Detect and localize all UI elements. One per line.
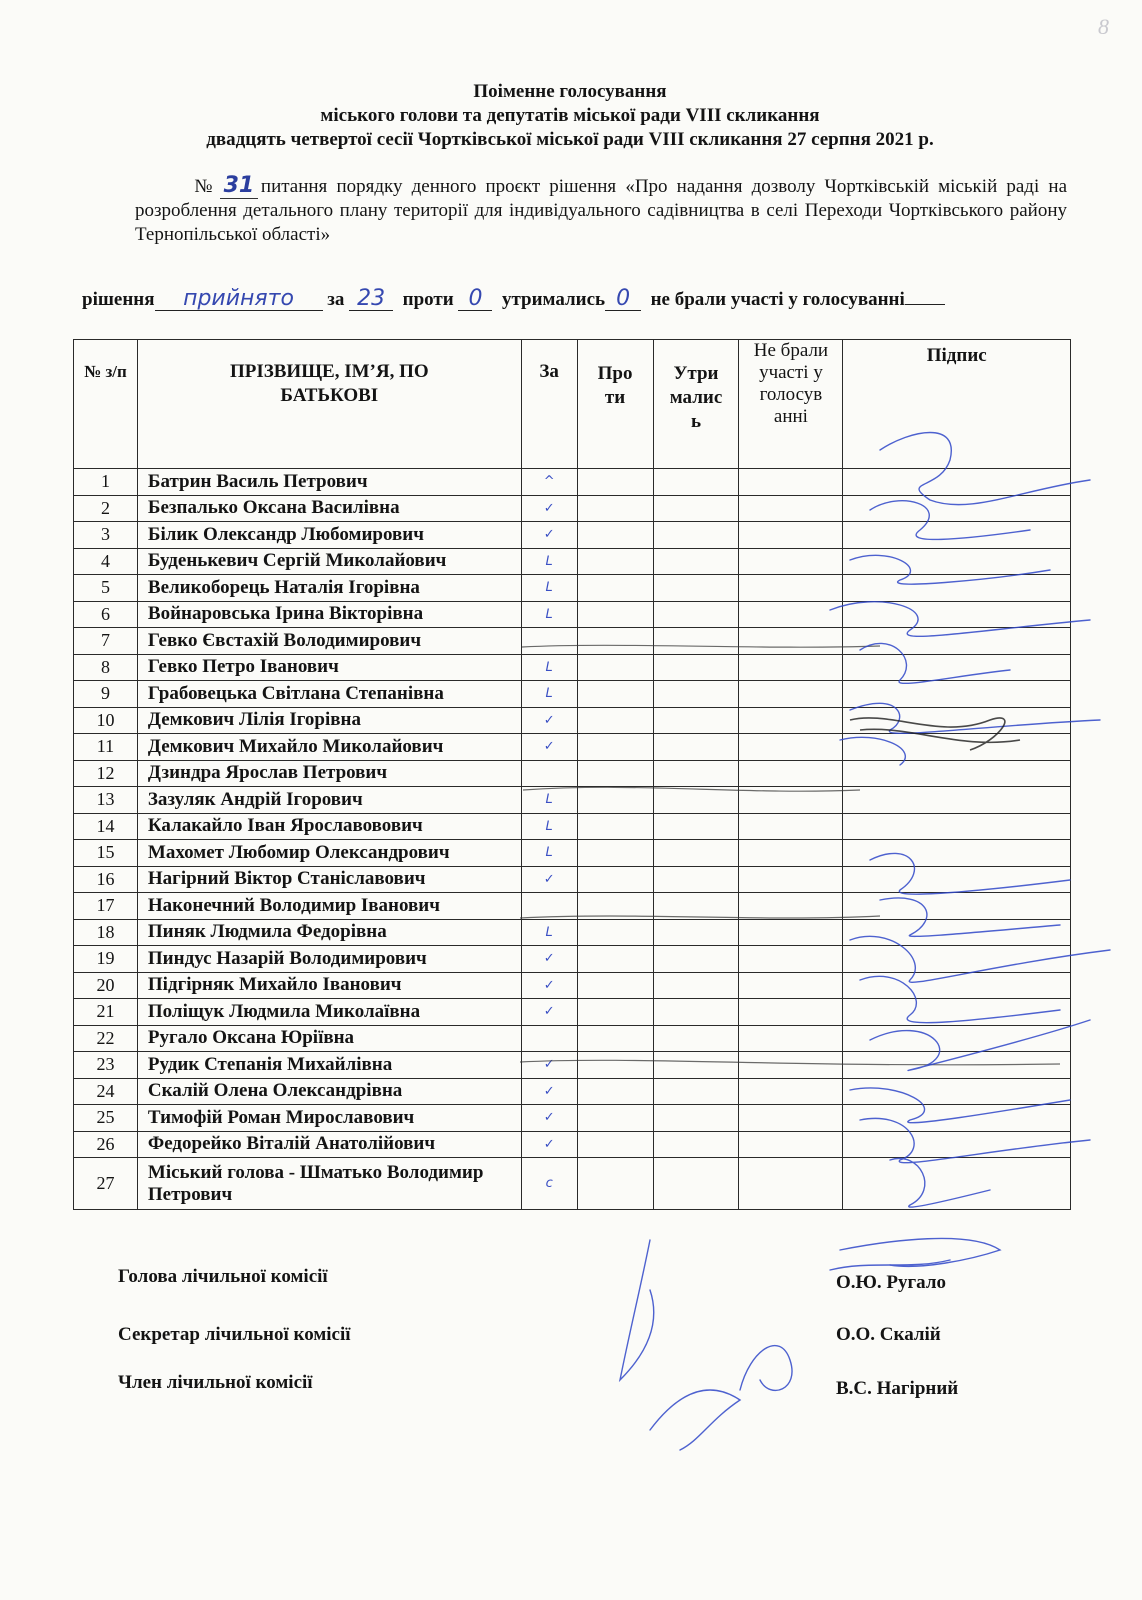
row-not-voted <box>739 469 843 496</box>
row-name: Батрин Василь Петрович <box>137 469 521 496</box>
row-signature <box>843 707 1071 734</box>
table-row <box>74 495 1071 522</box>
table-row <box>74 1078 1071 1105</box>
row-vote-abstained <box>653 628 739 655</box>
row-vote-against <box>577 681 653 708</box>
row-not-voted <box>739 495 843 522</box>
table-row <box>74 1105 1071 1132</box>
row-vote-abstained <box>653 522 739 549</box>
row-vote-for: ✓ <box>521 1052 577 1079</box>
row-vote-against <box>577 1052 653 1079</box>
row-index: 4 <box>74 548 138 575</box>
row-not-voted <box>739 1105 843 1132</box>
row-vote-for: ✓ <box>521 495 577 522</box>
row-vote-for: c <box>521 1158 577 1210</box>
table-row <box>74 1025 1071 1052</box>
row-signature <box>843 734 1071 761</box>
row-not-voted <box>739 734 843 761</box>
row-index: 26 <box>74 1131 138 1158</box>
table-row <box>74 999 1071 1026</box>
row-vote-for: ✓ <box>521 1131 577 1158</box>
table-row <box>74 813 1071 840</box>
roll-call-table <box>73 339 1071 1210</box>
row-signature <box>843 1105 1071 1132</box>
row-vote-for: ᒪ <box>521 813 577 840</box>
row-signature <box>843 548 1071 575</box>
chair-name: О.Ю. Ругало <box>836 1272 946 1293</box>
row-not-voted <box>739 999 843 1026</box>
row-vote-abstained <box>653 972 739 999</box>
row-vote-abstained <box>653 1105 739 1132</box>
row-name: Рудик Степанія Михайлівна <box>137 1052 521 1079</box>
header-against: Про ти <box>577 340 653 469</box>
table-row <box>74 575 1071 602</box>
header-abstained: Утри малис ь <box>653 340 739 469</box>
row-not-voted <box>739 893 843 920</box>
row-name: Пиняк Людмила Федорівна <box>137 919 521 946</box>
row-signature <box>843 787 1071 814</box>
row-name: Безпалько Оксана Василівна <box>137 495 521 522</box>
row-vote-abstained <box>653 654 739 681</box>
row-vote-against <box>577 787 653 814</box>
row-vote-abstained <box>653 575 739 602</box>
for-label: за <box>327 289 345 310</box>
decision-value: прийнято <box>155 288 323 311</box>
row-vote-for: ᒪ <box>521 601 577 628</box>
row-vote-for: ✓ <box>521 707 577 734</box>
table-row <box>74 1052 1071 1079</box>
row-vote-for: ✓ <box>521 866 577 893</box>
row-signature <box>843 866 1071 893</box>
row-vote-abstained <box>653 999 739 1026</box>
row-vote-against <box>577 522 653 549</box>
row-vote-against <box>577 734 653 761</box>
table-row <box>74 681 1071 708</box>
row-index: 5 <box>74 575 138 602</box>
chair-label: Голова лічильної комісії <box>118 1266 328 1287</box>
row-vote-against <box>577 972 653 999</box>
row-name: Гевко Євстахій Володимирович <box>137 628 521 655</box>
row-vote-against <box>577 1158 653 1210</box>
row-not-voted <box>739 1025 843 1052</box>
header-index: № з/п <box>74 340 138 469</box>
title-line-3: двадцять четвертої сесії Чортківської міської ради VIII скликання 27 серпня 2021 р. <box>206 129 934 150</box>
row-not-voted <box>739 760 843 787</box>
row-vote-against <box>577 495 653 522</box>
row-not-voted <box>739 787 843 814</box>
row-name: Пиндус Назарій Володимирович <box>137 946 521 973</box>
row-name: Ругало Оксана Юріївна <box>137 1025 521 1052</box>
table-row <box>74 760 1071 787</box>
row-index: 27 <box>74 1158 138 1210</box>
row-vote-abstained <box>653 1078 739 1105</box>
row-name: Підгірняк Михайло Іванович <box>137 972 521 999</box>
page-number: 8 <box>1098 14 1109 39</box>
row-vote-abstained <box>653 787 739 814</box>
row-vote-for <box>521 1025 577 1052</box>
row-name: Калакайло Іван Ярославовович <box>137 813 521 840</box>
row-name: Скалій Олена Олександрівна <box>137 1078 521 1105</box>
row-index: 16 <box>74 866 138 893</box>
row-vote-abstained <box>653 469 739 496</box>
row-index: 13 <box>74 787 138 814</box>
header-signature: Підпис <box>843 340 1071 469</box>
agenda-item <box>135 174 1067 247</box>
header-for: За <box>521 340 577 469</box>
member-name: В.С. Нагірний <box>836 1378 959 1399</box>
row-index: 3 <box>74 522 138 549</box>
row-vote-abstained <box>653 548 739 575</box>
row-vote-for: ✓ <box>521 1105 577 1132</box>
row-index: 22 <box>74 1025 138 1052</box>
row-vote-abstained <box>653 734 739 761</box>
table-row <box>74 522 1071 549</box>
row-vote-against <box>577 893 653 920</box>
vote-result <box>82 288 1072 311</box>
row-vote-against <box>577 866 653 893</box>
row-name: Дзиндра Ярослав Петрович <box>137 760 521 787</box>
row-vote-against <box>577 840 653 867</box>
title-line-1: Поіменне голосування <box>473 81 667 102</box>
row-vote-for: ✓ <box>521 946 577 973</box>
row-vote-against <box>577 548 653 575</box>
row-name: Нагірний Віктор Станіславович <box>137 866 521 893</box>
not-voted-value <box>905 304 945 305</box>
row-vote-for: ✓ <box>521 972 577 999</box>
row-index: 7 <box>74 628 138 655</box>
row-index: 12 <box>74 760 138 787</box>
row-not-voted <box>739 707 843 734</box>
not-voted-label: не брали участі у голосуванні <box>650 289 905 310</box>
decision-label: рішення <box>82 289 155 310</box>
row-index: 14 <box>74 813 138 840</box>
row-index: 19 <box>74 946 138 973</box>
agenda-text: питання порядку денного проєкт рішення «Про надання дозволу Чортківській міській раді на розроблення детального плану території для індивідуального садівництва в селі Переходи Чортківського району Тернопільської області» <box>135 176 1067 245</box>
row-vote-against <box>577 628 653 655</box>
row-signature <box>843 654 1071 681</box>
row-name: Тимофій Роман Мирославович <box>137 1105 521 1132</box>
table-row <box>74 972 1071 999</box>
row-not-voted <box>739 654 843 681</box>
row-index: 23 <box>74 1052 138 1079</box>
row-name: Демкович Лілія Ігорівна <box>137 707 521 734</box>
row-not-voted <box>739 681 843 708</box>
row-vote-against <box>577 999 653 1026</box>
row-signature <box>843 1131 1071 1158</box>
row-index: 21 <box>74 999 138 1026</box>
row-signature <box>843 999 1071 1026</box>
table-row <box>74 654 1071 681</box>
row-not-voted <box>739 946 843 973</box>
table-row <box>74 919 1071 946</box>
row-vote-against <box>577 946 653 973</box>
row-vote-for: ✓ <box>521 734 577 761</box>
table-row <box>74 840 1071 867</box>
row-vote-against <box>577 575 653 602</box>
row-index: 6 <box>74 601 138 628</box>
row-not-voted <box>739 601 843 628</box>
table-row <box>74 601 1071 628</box>
table-row <box>74 787 1071 814</box>
row-name: Білик Олександр Любомирович <box>137 522 521 549</box>
row-vote-for: ^ <box>521 469 577 496</box>
row-vote-against <box>577 707 653 734</box>
row-name: Гевко Петро Іванович <box>137 654 521 681</box>
table-row <box>74 1158 1071 1210</box>
row-not-voted <box>739 575 843 602</box>
row-name: Міський голова - Шматько Володимир Петрович <box>137 1158 521 1210</box>
row-vote-against <box>577 469 653 496</box>
row-signature <box>843 840 1071 867</box>
row-vote-for <box>521 628 577 655</box>
row-vote-against <box>577 919 653 946</box>
row-signature <box>843 469 1071 496</box>
against-label: проти <box>402 289 454 310</box>
row-signature <box>843 1078 1071 1105</box>
row-signature <box>843 1158 1071 1210</box>
row-vote-against <box>577 1105 653 1132</box>
row-index: 25 <box>74 1105 138 1132</box>
row-vote-against <box>577 760 653 787</box>
table-row <box>74 946 1071 973</box>
row-vote-abstained <box>653 707 739 734</box>
row-vote-abstained <box>653 760 739 787</box>
row-vote-abstained <box>653 601 739 628</box>
row-name: Поліщук Людмила Миколаївна <box>137 999 521 1026</box>
row-vote-abstained <box>653 1158 739 1210</box>
row-vote-abstained <box>653 946 739 973</box>
row-vote-for: ᒪ <box>521 919 577 946</box>
row-vote-abstained <box>653 1052 739 1079</box>
row-name: Махомет Любомир Олександрович <box>137 840 521 867</box>
row-not-voted <box>739 866 843 893</box>
row-name: Грабовецька Світлана Степанівна <box>137 681 521 708</box>
row-signature <box>843 522 1071 549</box>
table-row <box>74 866 1071 893</box>
row-not-voted <box>739 972 843 999</box>
row-vote-for: ᒪ <box>521 654 577 681</box>
row-index: 20 <box>74 972 138 999</box>
row-index: 11 <box>74 734 138 761</box>
row-index: 24 <box>74 1078 138 1105</box>
row-vote-abstained <box>653 495 739 522</box>
row-vote-for <box>521 760 577 787</box>
table-row <box>74 1131 1071 1158</box>
row-vote-for <box>521 893 577 920</box>
title-line-2: міського голови та депутатів міської ради VIII скликання <box>320 105 820 126</box>
secretary-label: Секретар лічильної комісії <box>118 1324 351 1345</box>
agenda-number: 31 <box>220 174 258 199</box>
header-not-voted: Не брали участі у голосув анні <box>739 340 843 469</box>
row-vote-abstained <box>653 813 739 840</box>
header-name: ПРІЗВИЩЕ, ІМ’Я, ПО БАТЬКОВІ <box>137 340 521 469</box>
row-not-voted <box>739 919 843 946</box>
abstained-label: утримались <box>501 289 606 310</box>
against-value: 0 <box>458 288 492 311</box>
row-name: Войнаровська Ірина Вікторівна <box>137 601 521 628</box>
table-row <box>74 734 1071 761</box>
row-vote-abstained <box>653 1025 739 1052</box>
row-vote-abstained <box>653 840 739 867</box>
row-signature <box>843 972 1071 999</box>
row-signature <box>843 601 1071 628</box>
row-vote-for: ✓ <box>521 522 577 549</box>
row-name: Наконечний Володимир Іванович <box>137 893 521 920</box>
row-vote-against <box>577 601 653 628</box>
secretary-name: О.О. Скалій <box>836 1324 941 1345</box>
row-name: Зазуляк Андрій Ігорович <box>137 787 521 814</box>
row-signature <box>843 760 1071 787</box>
commission-signatures <box>590 1230 1010 1470</box>
row-not-voted <box>739 813 843 840</box>
row-signature <box>843 495 1071 522</box>
row-vote-against <box>577 1025 653 1052</box>
row-name: Федорейко Віталій Анатолійович <box>137 1131 521 1158</box>
row-signature <box>843 1052 1071 1079</box>
row-signature <box>843 681 1071 708</box>
row-index: 1 <box>74 469 138 496</box>
member-label: Член лічильної комісії <box>118 1372 313 1393</box>
abstained-value: 0 <box>605 288 641 311</box>
row-not-voted <box>739 1158 843 1210</box>
row-vote-abstained <box>653 893 739 920</box>
row-index: 9 <box>74 681 138 708</box>
row-vote-abstained <box>653 866 739 893</box>
row-not-voted <box>739 548 843 575</box>
row-signature <box>843 919 1071 946</box>
row-vote-for: ✓ <box>521 999 577 1026</box>
row-vote-for: ᒪ <box>521 681 577 708</box>
row-name: Демкович Михайло Миколайович <box>137 734 521 761</box>
row-signature <box>843 946 1071 973</box>
row-vote-abstained <box>653 681 739 708</box>
row-index: 15 <box>74 840 138 867</box>
row-name: Великоборець Наталія Ігорівна <box>137 575 521 602</box>
row-vote-against <box>577 654 653 681</box>
row-vote-abstained <box>653 919 739 946</box>
row-index: 18 <box>74 919 138 946</box>
row-vote-for: ᒪ <box>521 548 577 575</box>
table-row <box>74 893 1071 920</box>
row-not-voted <box>739 522 843 549</box>
row-not-voted <box>739 1131 843 1158</box>
row-index: 10 <box>74 707 138 734</box>
for-value: 23 <box>349 288 393 311</box>
row-name: Буденькевич Сергій Миколайович <box>137 548 521 575</box>
row-signature <box>843 813 1071 840</box>
row-index: 17 <box>74 893 138 920</box>
row-signature <box>843 628 1071 655</box>
row-vote-abstained <box>653 1131 739 1158</box>
row-vote-against <box>577 1078 653 1105</box>
row-signature <box>843 893 1071 920</box>
table-row <box>74 628 1071 655</box>
row-vote-for: ᒪ <box>521 840 577 867</box>
table-row <box>74 469 1071 496</box>
row-vote-for: ᒪ <box>521 787 577 814</box>
row-not-voted <box>739 840 843 867</box>
row-not-voted <box>739 628 843 655</box>
row-not-voted <box>739 1078 843 1105</box>
row-vote-for: ᒪ <box>521 575 577 602</box>
row-index: 8 <box>74 654 138 681</box>
document-title <box>60 80 1080 152</box>
row-vote-against <box>577 1131 653 1158</box>
table-row <box>74 548 1071 575</box>
table-row <box>74 707 1071 734</box>
row-signature <box>843 1025 1071 1052</box>
row-index: 2 <box>74 495 138 522</box>
row-vote-against <box>577 813 653 840</box>
row-vote-for: ✓ <box>521 1078 577 1105</box>
row-signature <box>843 575 1071 602</box>
row-not-voted <box>739 1052 843 1079</box>
agenda-number-label: № <box>190 176 217 197</box>
